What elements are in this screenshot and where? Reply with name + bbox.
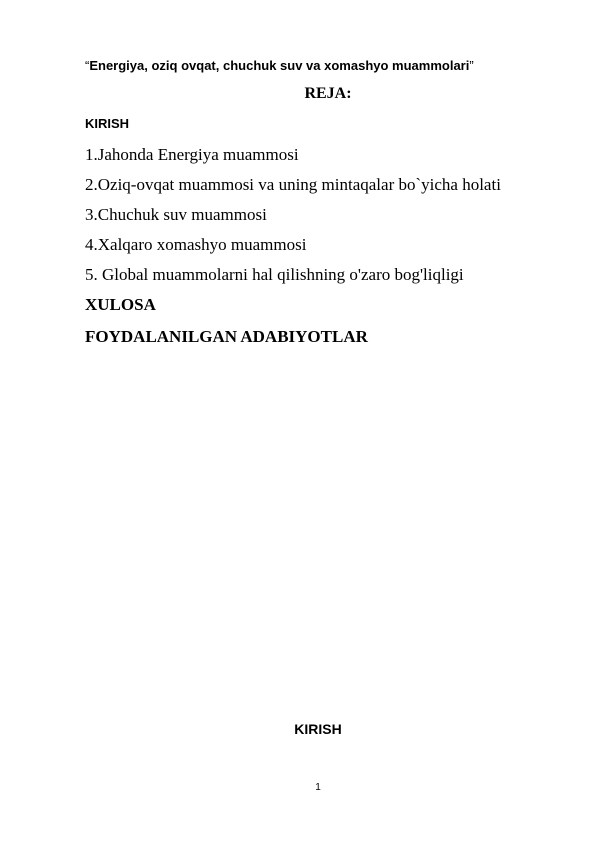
- plan-item-3: 3.Chuchuk suv muammosi: [85, 205, 267, 224]
- title-text: Energiya, oziq ovqat, chuchuk suv va xomashyo muammolari: [89, 58, 470, 73]
- plan-item-5: 5. Global muammolarni hal qilishning o'zaro bog'liqligi: [85, 265, 464, 284]
- plan-item-1: 1.Jahonda Energiya muammosi: [85, 145, 299, 164]
- section-heading: KIRISH: [294, 721, 342, 737]
- document-title: [85, 58, 474, 74]
- conclusion-label: XULOSA: [85, 295, 156, 314]
- plan-item-2: 2.Oziq-ovqat muammosi va uning mintaqalar bo`yicha holati: [85, 175, 501, 194]
- references-label: FOYDALANILGAN ADABIYOTLAR: [85, 327, 368, 346]
- title-close-quote: ”: [469, 58, 474, 73]
- title-open-quote: “: [85, 58, 90, 73]
- plan-heading: REJA:: [304, 85, 352, 102]
- plan-item-4: 4.Xalqaro xomashyo muammosi: [85, 235, 307, 254]
- page-number: 1: [315, 782, 321, 793]
- intro-label: KIRISH: [85, 116, 130, 131]
